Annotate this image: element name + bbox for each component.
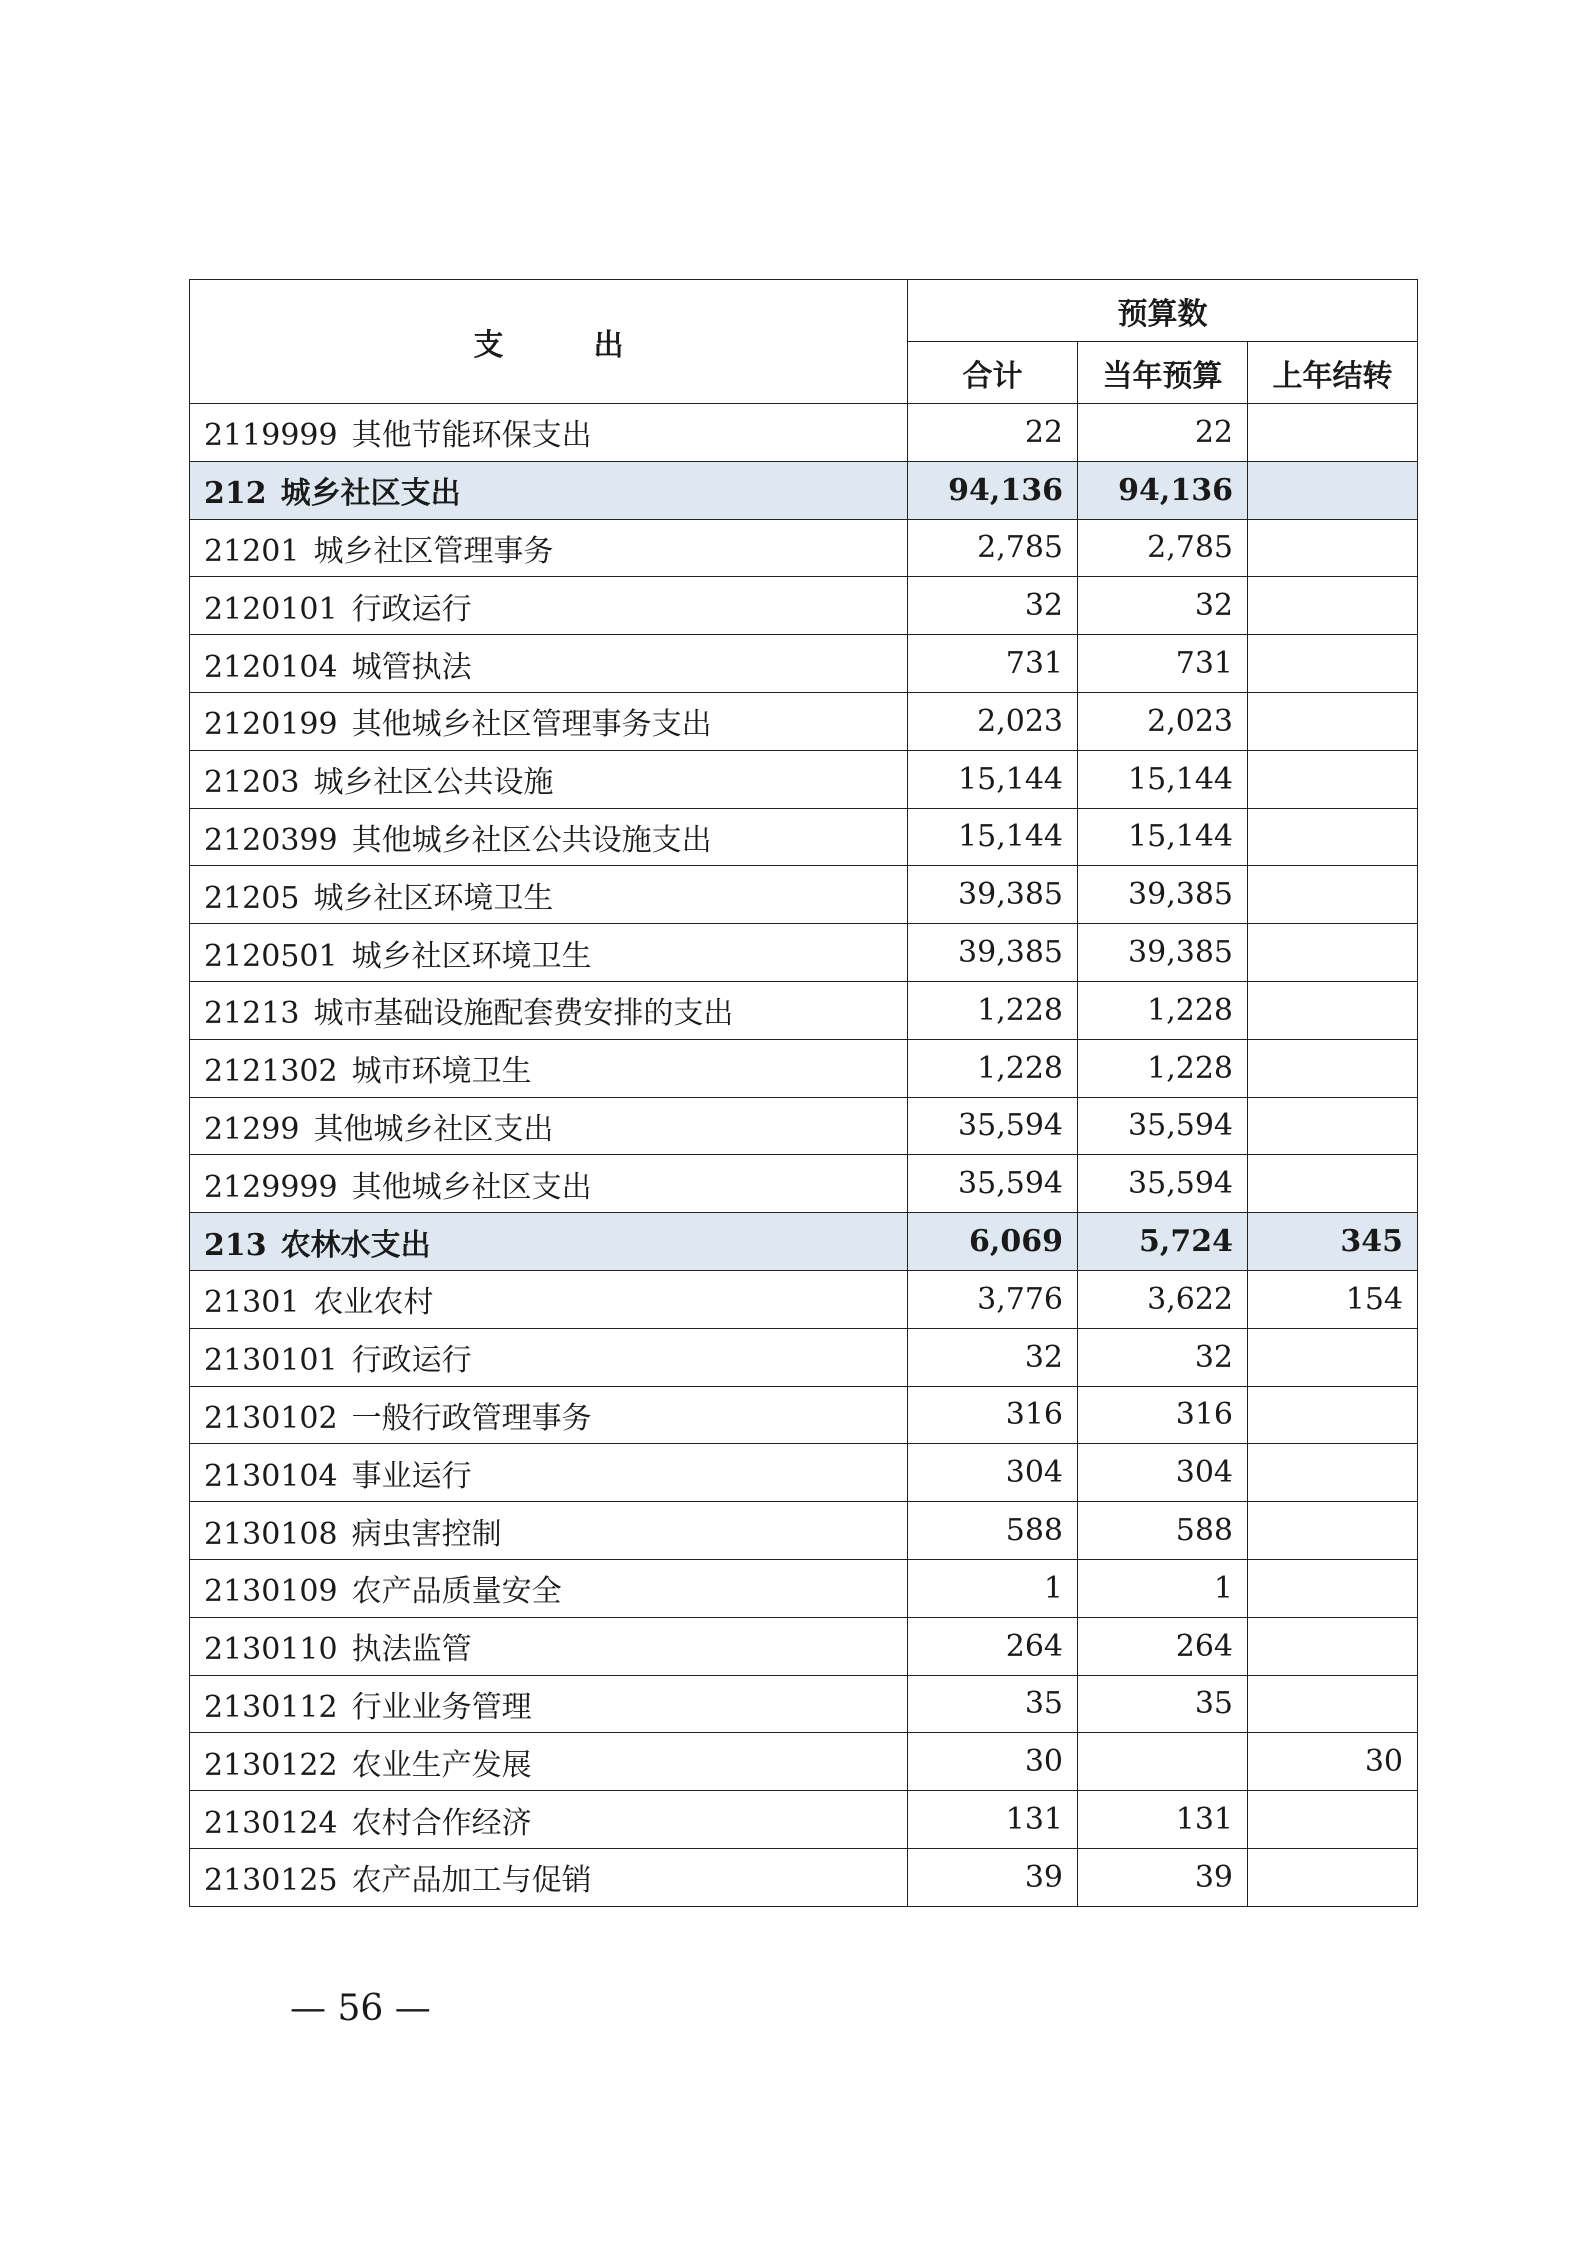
item-label-cell xyxy=(190,1559,908,1617)
item-label-cell xyxy=(190,1328,908,1386)
carryover-cell xyxy=(1248,924,1418,982)
item-code: 2120199 xyxy=(204,707,338,743)
total-cell: 731 xyxy=(908,635,1078,693)
total-cell: 32 xyxy=(908,1328,1078,1386)
item-code: 2120101 xyxy=(204,591,338,627)
carryover-cell: 345 xyxy=(1248,1213,1418,1271)
table-row xyxy=(190,1791,1418,1849)
item-name: 执法监管 xyxy=(351,1632,472,1668)
item-label-cell xyxy=(190,924,908,982)
item-name: 其他城乡社区支出 xyxy=(313,1111,554,1147)
current-year-cell: 32 xyxy=(1078,577,1248,635)
carryover-cell: 154 xyxy=(1248,1270,1418,1328)
item-label-cell xyxy=(190,577,908,635)
table-header xyxy=(190,280,1418,404)
total-cell: 39,385 xyxy=(908,866,1078,924)
item-label-cell xyxy=(190,1733,908,1791)
table-row xyxy=(190,1675,1418,1733)
carryover-cell xyxy=(1248,519,1418,577)
carryover-cell xyxy=(1248,1617,1418,1675)
item-name: 城市环境卫生 xyxy=(351,1054,532,1090)
item-label-cell xyxy=(190,692,908,750)
item-code: 212 xyxy=(204,476,267,512)
item-code: 21205 xyxy=(204,880,300,916)
current-year-cell: 588 xyxy=(1078,1502,1248,1560)
table-row xyxy=(190,750,1418,808)
table-row xyxy=(190,1617,1418,1675)
carryover-cell xyxy=(1248,1502,1418,1560)
total-cell: 304 xyxy=(908,1444,1078,1502)
total-cell: 264 xyxy=(908,1617,1078,1675)
carryover-cell xyxy=(1248,750,1418,808)
item-name: 城乡社区管理事务 xyxy=(313,533,554,569)
table-row-category xyxy=(190,1213,1418,1271)
carryover-cell xyxy=(1248,1444,1418,1502)
total-cell: 316 xyxy=(908,1386,1078,1444)
total-cell: 35 xyxy=(908,1675,1078,1733)
item-code: 21203 xyxy=(204,765,300,801)
current-year-cell: 35,594 xyxy=(1078,1155,1248,1213)
total-cell: 131 xyxy=(908,1791,1078,1849)
table-row xyxy=(190,404,1418,462)
item-label-cell xyxy=(190,1386,908,1444)
item-label-cell xyxy=(190,808,908,866)
carryover-cell: 30 xyxy=(1248,1733,1418,1791)
current-year-cell: 2,785 xyxy=(1078,519,1248,577)
current-year-cell: 94,136 xyxy=(1078,461,1248,519)
item-label-cell xyxy=(190,1097,908,1155)
item-code: 2130125 xyxy=(204,1863,338,1899)
item-label-cell xyxy=(190,404,908,462)
current-year-cell: 5,724 xyxy=(1078,1213,1248,1271)
total-cell: 15,144 xyxy=(908,750,1078,808)
table-row xyxy=(190,1039,1418,1097)
item-code: 2130112 xyxy=(204,1689,338,1725)
item-code: 2120501 xyxy=(204,938,338,974)
item-label-cell xyxy=(190,1155,908,1213)
table-row xyxy=(190,1848,1418,1906)
current-year-cell: 15,144 xyxy=(1078,750,1248,808)
table-row-category xyxy=(190,461,1418,519)
item-code: 21301 xyxy=(204,1285,300,1321)
item-name: 城乡社区公共设施 xyxy=(313,765,554,801)
item-name: 农产品加工与促销 xyxy=(351,1863,592,1899)
current-year-cell: 1,228 xyxy=(1078,1039,1248,1097)
item-label-cell xyxy=(190,750,908,808)
table-row xyxy=(190,1559,1418,1617)
current-year-cell xyxy=(1078,1733,1248,1791)
table-row xyxy=(190,1155,1418,1213)
table-row xyxy=(190,635,1418,693)
table-row xyxy=(190,981,1418,1039)
item-code: 2130110 xyxy=(204,1632,338,1668)
current-year-cell: 264 xyxy=(1078,1617,1248,1675)
total-cell: 94,136 xyxy=(908,461,1078,519)
carryover-cell xyxy=(1248,1791,1418,1849)
item-name: 一般行政管理事务 xyxy=(351,1400,592,1436)
item-name: 城管执法 xyxy=(351,649,472,685)
current-year-cell: 3,622 xyxy=(1078,1270,1248,1328)
item-label-cell xyxy=(190,461,908,519)
carryover-cell xyxy=(1248,981,1418,1039)
total-cell: 1 xyxy=(908,1559,1078,1617)
item-label-cell xyxy=(190,1213,908,1271)
current-year-cell: 1,228 xyxy=(1078,981,1248,1039)
carryover-cell xyxy=(1248,1097,1418,1155)
table-body xyxy=(190,404,1418,1907)
table-row xyxy=(190,1733,1418,1791)
item-code: 21213 xyxy=(204,996,300,1032)
table-row xyxy=(190,1328,1418,1386)
carryover-cell xyxy=(1248,1039,1418,1097)
item-code: 2130122 xyxy=(204,1747,338,1783)
current-year-cell: 32 xyxy=(1078,1328,1248,1386)
carryover-cell xyxy=(1248,1328,1418,1386)
current-year-cell: 2,023 xyxy=(1078,692,1248,750)
header-expenditure: 支 出 xyxy=(190,280,908,404)
item-name: 行政运行 xyxy=(351,1343,472,1379)
carryover-cell xyxy=(1248,577,1418,635)
carryover-cell xyxy=(1248,404,1418,462)
item-code: 2130108 xyxy=(204,1516,338,1552)
item-code: 2129999 xyxy=(204,1169,338,1205)
carryover-cell xyxy=(1248,1386,1418,1444)
current-year-cell: 131 xyxy=(1078,1791,1248,1849)
item-code: 2130101 xyxy=(204,1343,338,1379)
current-year-cell: 731 xyxy=(1078,635,1248,693)
item-name: 其他城乡社区公共设施支出 xyxy=(351,822,712,858)
table-row xyxy=(190,1502,1418,1560)
table-row xyxy=(190,1444,1418,1502)
item-label-cell xyxy=(190,866,908,924)
item-label-cell xyxy=(190,1444,908,1502)
table-row xyxy=(190,577,1418,635)
table-row xyxy=(190,924,1418,982)
total-cell: 2,023 xyxy=(908,692,1078,750)
header-total: 合计 xyxy=(908,342,1078,404)
total-cell: 1,228 xyxy=(908,981,1078,1039)
current-year-cell: 35,594 xyxy=(1078,1097,1248,1155)
total-cell: 22 xyxy=(908,404,1078,462)
current-year-cell: 39,385 xyxy=(1078,866,1248,924)
item-name: 行业业务管理 xyxy=(351,1689,532,1725)
table-row xyxy=(190,808,1418,866)
item-code: 2119999 xyxy=(204,418,338,454)
total-cell: 2,785 xyxy=(908,519,1078,577)
table-row xyxy=(190,1270,1418,1328)
carryover-cell xyxy=(1248,1675,1418,1733)
item-label-cell xyxy=(190,519,908,577)
total-cell: 35,594 xyxy=(908,1097,1078,1155)
item-code: 2121302 xyxy=(204,1054,338,1090)
item-code: 2120399 xyxy=(204,822,338,858)
item-code: 2130102 xyxy=(204,1400,338,1436)
total-cell: 30 xyxy=(908,1733,1078,1791)
item-code: 21201 xyxy=(204,533,300,569)
carryover-cell xyxy=(1248,1155,1418,1213)
table-row xyxy=(190,866,1418,924)
item-name: 城乡社区环境卫生 xyxy=(313,880,554,916)
item-code: 2130109 xyxy=(204,1574,338,1610)
table-row xyxy=(190,692,1418,750)
carryover-cell xyxy=(1248,808,1418,866)
total-cell: 588 xyxy=(908,1502,1078,1560)
carryover-cell xyxy=(1248,866,1418,924)
item-label-cell xyxy=(190,1502,908,1560)
current-year-cell: 39 xyxy=(1078,1848,1248,1906)
item-code: 21299 xyxy=(204,1111,300,1147)
item-label-cell xyxy=(190,981,908,1039)
item-name: 城乡社区环境卫生 xyxy=(351,938,592,974)
item-name: 农产品质量安全 xyxy=(351,1574,562,1610)
item-name: 病虫害控制 xyxy=(351,1516,502,1552)
item-name: 其他城乡社区支出 xyxy=(351,1169,592,1205)
item-label-cell xyxy=(190,1270,908,1328)
current-year-cell: 304 xyxy=(1078,1444,1248,1502)
item-code: 2120104 xyxy=(204,649,338,685)
item-name: 其他城乡社区管理事务支出 xyxy=(351,707,712,743)
item-name: 农业生产发展 xyxy=(351,1747,532,1783)
carryover-cell xyxy=(1248,461,1418,519)
item-name: 城乡社区支出 xyxy=(280,476,461,512)
carryover-cell xyxy=(1248,692,1418,750)
item-label-cell xyxy=(190,1039,908,1097)
carryover-cell xyxy=(1248,635,1418,693)
total-cell: 32 xyxy=(908,577,1078,635)
current-year-cell: 1 xyxy=(1078,1559,1248,1617)
item-label-cell xyxy=(190,1791,908,1849)
total-cell: 1,228 xyxy=(908,1039,1078,1097)
total-cell: 15,144 xyxy=(908,808,1078,866)
table-row xyxy=(190,1386,1418,1444)
item-code: 213 xyxy=(204,1227,267,1263)
item-name: 农业农村 xyxy=(313,1285,434,1321)
item-label-cell xyxy=(190,1848,908,1906)
current-year-cell: 39,385 xyxy=(1078,924,1248,982)
item-name: 事业运行 xyxy=(351,1458,472,1494)
table-row xyxy=(190,519,1418,577)
header-current-year: 当年预算 xyxy=(1078,342,1248,404)
header-budget-group: 预算数 xyxy=(908,280,1418,342)
current-year-cell: 22 xyxy=(1078,404,1248,462)
page-number: — 56 — xyxy=(290,1988,431,2029)
item-name: 城市基础设施配套费安排的支出 xyxy=(313,996,734,1032)
item-label-cell xyxy=(190,1617,908,1675)
item-code: 2130124 xyxy=(204,1805,338,1841)
header-carryover: 上年结转 xyxy=(1248,342,1418,404)
item-name: 行政运行 xyxy=(351,591,472,627)
total-cell: 6,069 xyxy=(908,1213,1078,1271)
total-cell: 35,594 xyxy=(908,1155,1078,1213)
current-year-cell: 35 xyxy=(1078,1675,1248,1733)
table-row xyxy=(190,1097,1418,1155)
carryover-cell xyxy=(1248,1559,1418,1617)
item-name: 其他节能环保支出 xyxy=(351,418,592,454)
total-cell: 39 xyxy=(908,1848,1078,1906)
current-year-cell: 316 xyxy=(1078,1386,1248,1444)
item-label-cell xyxy=(190,1675,908,1733)
total-cell: 3,776 xyxy=(908,1270,1078,1328)
total-cell: 39,385 xyxy=(908,924,1078,982)
carryover-cell xyxy=(1248,1848,1418,1906)
current-year-cell: 15,144 xyxy=(1078,808,1248,866)
item-name: 农林水支出 xyxy=(280,1227,431,1263)
budget-table xyxy=(189,279,1418,1907)
item-name: 农村合作经济 xyxy=(351,1805,532,1841)
item-label-cell xyxy=(190,635,908,693)
item-code: 2130104 xyxy=(204,1458,338,1494)
